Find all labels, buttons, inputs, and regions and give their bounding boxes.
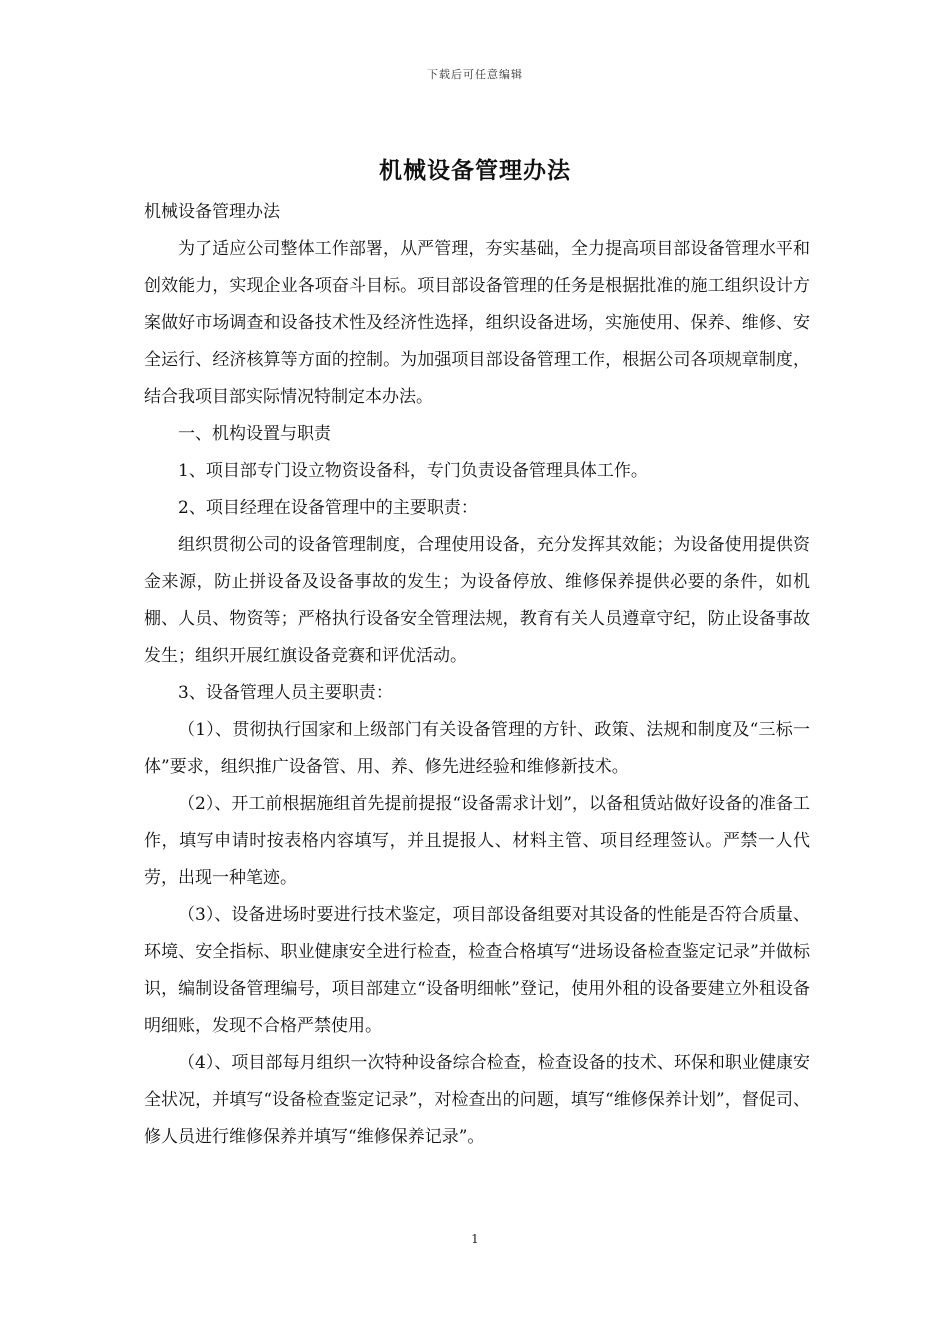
document-title: 机械设备管理办法: [379, 157, 571, 184]
paragraph-item-2: 2、项目经理在设备管理中的主要职责：: [178, 498, 478, 518]
paragraph-duty-2: （2）、开工前根据施组首先提前提报“设备需求计划”，以备租赁站做好设备的准备工作，填写申请时按表格内容填写，并且提报人、材料主管、项目经理签认。严禁一人代劳，出现一种笔迹。: [144, 794, 810, 888]
paragraph-duty-4: （4）、项目部每月组织一次特种设备综合检查，检查设备的技术、环保和职业健康安全状况，并填写“设备检查鉴定记录”，对检查出的问题，填写“维修保养计划”，督促司、修人员进行维修保养并填写“维修保养记录”。: [144, 1053, 810, 1147]
paragraph-item-1: 1、项目部专门设立物资设备科，专门负责设备管理具体工作。: [178, 461, 648, 481]
paragraph-duty-3: （3）、设备进场时要进行技术鉴定，项目部设备组要对其设备的性能是否符合质量、环境、安全指标、职业健康安全进行检查，检查合格填写“进场设备检查鉴定记录”并做标识，编制设备管理编号，项目部建立“设备明细帐”登记，使用外租的设备要建立外租设备明细账，发现不合格严禁使用。: [144, 905, 810, 1036]
page-number: 1: [471, 1232, 479, 1246]
header-note: 下载后可任意编辑: [427, 68, 523, 81]
document-subtitle: 机械设备管理办法: [144, 202, 280, 222]
paragraph-item-3: 3、设备管理人员主要职责：: [178, 683, 393, 703]
paragraph-intro: 为了适应公司整体工作部署，从严管理，夯实基础，全力提高项目部设备管理水平和创效能力，实现企业各项奋斗目标。项目部设备管理的任务是根据批准的施工组织设计方案做好市场调查和设备技术性及经济性选择，组织设备进场，实施使用、保养、维修、安全运行、经济核算等方面的控制。为加强项目部设备管理工作，根据公司各项规章制度，结合我项目部实际情况特制定本办法。: [144, 239, 810, 407]
section-heading-1: 一、机构设置与职责: [178, 424, 331, 444]
paragraph-duty-1: （1）、贯彻执行国家和上级部门有关设备管理的方针、政策、法规和制度及“三标一体”要求，组织推广设备管、用、养、修先进经验和维修新技术。: [144, 720, 810, 777]
document-body: [144, 194, 810, 1156]
paragraph-manager-duties: 组织贯彻公司的设备管理制度，合理使用设备，充分发挥其效能；为设备使用提供资金来源，防止拼设备及设备事故的发生；为设备停放、维修保养提供必要的条件，如机棚、人员、物资等；严格执行设备安全管理法规，教育有关人员遵章守纪，防止设备事故发生；组织开展红旗设备竞赛和评优活动。: [144, 535, 810, 666]
